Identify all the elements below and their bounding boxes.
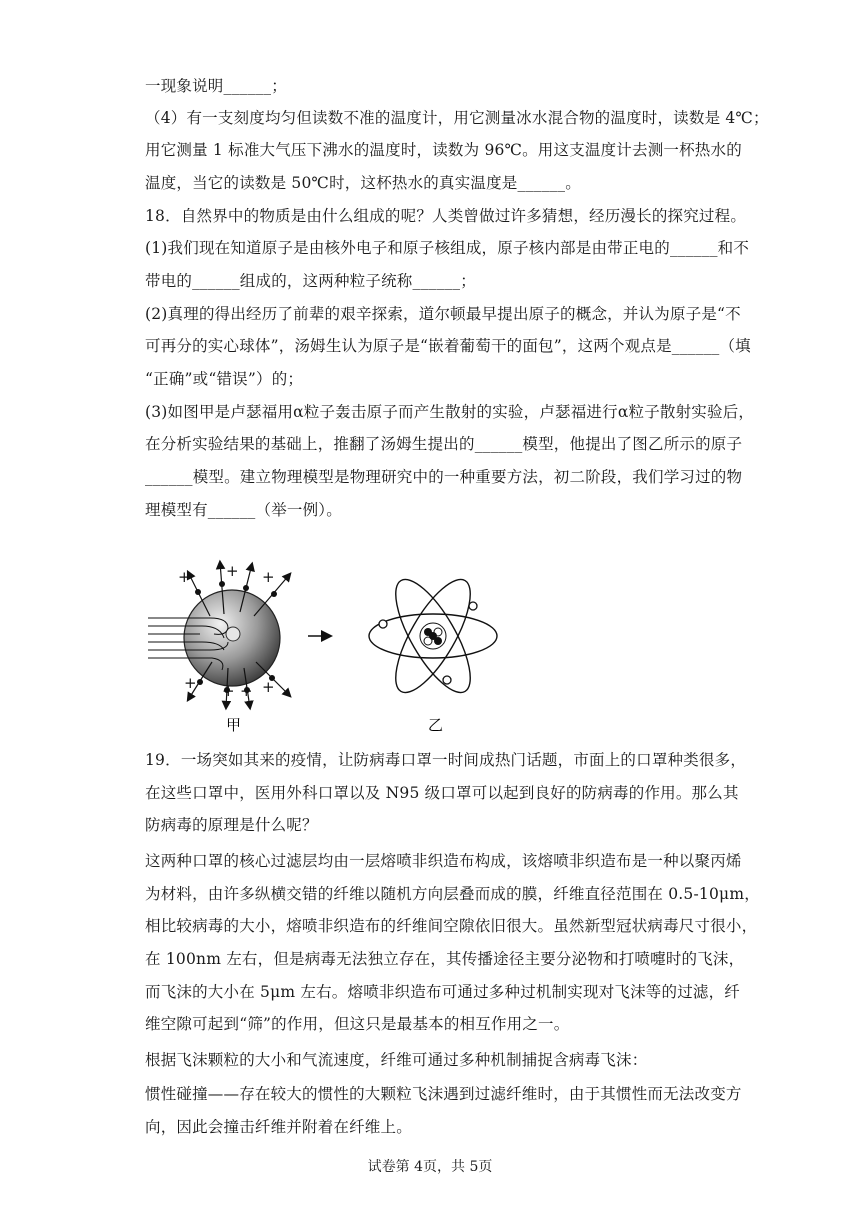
scattering-diagram-jia	[148, 562, 290, 734]
label-yi: 乙	[428, 716, 444, 734]
text-line: 在这些口罩中，医用外科口罩以及 N95 级口罩可以起到良好的防病毒的作用。那么其	[145, 784, 739, 802]
atom-model-figure	[140, 550, 520, 740]
text-line: 根据飞沫颗粒的大小和气流速度，纤维可通过多种机制捕捉含病毒飞沫：	[145, 1051, 648, 1069]
text-line: “正确”或“错误”）的；	[145, 370, 304, 388]
text-line: 用它测量 1 标准大气压下沸水的温度时，读数为 96℃。用这支温度计去测一杯热水的	[145, 141, 742, 159]
text-line: (2)真理的得出经历了前辈的艰辛探索，道尔顿最早提出原子的概念，并认为原子是“不	[145, 305, 741, 323]
text-line: (1)我们现在知道原子是由核外电子和原子核组成，原子核内部是由带正电的______和不	[145, 239, 750, 257]
text-line: 带电的______组成的，这两种粒子统称______；	[145, 272, 476, 290]
plus-sign: +	[262, 678, 275, 696]
text-line: 一现象说明______；	[145, 77, 287, 95]
text-line: 温度，当它的读数是 50℃时，这杯热水的真实温度是______。	[145, 174, 581, 192]
text-line: 这两种口罩的核心过滤层均由一层熔喷非织造布构成，该熔喷非织造布是一种以聚丙烯	[145, 852, 742, 870]
text-line: 防病毒的原理是什么呢？	[145, 816, 318, 834]
text-line: 相比较病毒的大小，熔喷非织造布的纤维间空隙依旧很大。虽然新型冠状病毒尺寸很小，	[145, 917, 758, 935]
text-line: 理模型有______（举一例）。	[145, 501, 342, 519]
text-line: 在分析实验结果的基础上，推翻了汤姆生提出的______模型，他提出了图乙所示的原子	[145, 435, 743, 453]
text-line: ______模型。建立物理模型是物理研究中的一种重要方法，初二阶段，我们学习过的物	[145, 468, 743, 486]
question-19-title: 19．一场突如其来的疫情，让防病毒口罩一时间成热门话题，市面上的口罩种类很多，	[145, 751, 747, 769]
plus-sign: +	[240, 682, 253, 700]
atom-model-yi	[369, 570, 497, 703]
text-line: 向，因此会撞击纤维并附着在纤维上。	[145, 1118, 412, 1136]
plus-sign: +	[226, 562, 239, 580]
text-line: 在 100nm 左右，但是病毒无法独立存在，其传播途径主要分泌物和打喷嚏时的飞沫，	[145, 950, 745, 968]
plus-sign: +	[222, 682, 235, 700]
text-line: (3)如图甲是卢瑟福用α粒子轰击原子而产生散射的实验，卢瑟福进行α粒子散射实验后，	[145, 403, 755, 421]
text-line: 维空隙可起到“筛”的作用，但这只是最基本的相互作用之一。	[145, 1015, 570, 1033]
label-jia: 甲	[226, 716, 242, 734]
plus-sign: +	[184, 674, 197, 692]
text-line: 惯性碰撞——存在较大的惯性的大颗粒飞沫遇到过滤纤维时，由于其惯性而无法改变方	[145, 1085, 742, 1103]
text-line: 为材料，由许多纵横交错的纤维以随机方向层叠而成的膜，纤维直径范围在 0.5-10μm，	[145, 885, 760, 903]
text-line: （4）有一支刻度均匀但读数不准的温度计，用它测量冰水混合物的温度时，读数是 4℃；	[145, 109, 769, 127]
page-footer: 试卷第 4页，共 5页	[367, 1159, 493, 1175]
question-18-title: 18．自然界中的物质是由什么组成的呢？人类曾做过许多猜想，经历漫长的探究过程。	[145, 207, 747, 225]
text-line: 而飞沫的大小在 5μm 左右。熔喷非织造布可通过多种过机制实现对飞沫等的过滤，纤	[145, 983, 740, 1001]
plus-sign: +	[262, 568, 275, 586]
plus-sign: +	[178, 568, 191, 586]
text-line: 可再分的实心球体”，汤姆生认为原子是“嵌着葡萄干的面包”，这两个观点是______（填	[145, 337, 751, 355]
